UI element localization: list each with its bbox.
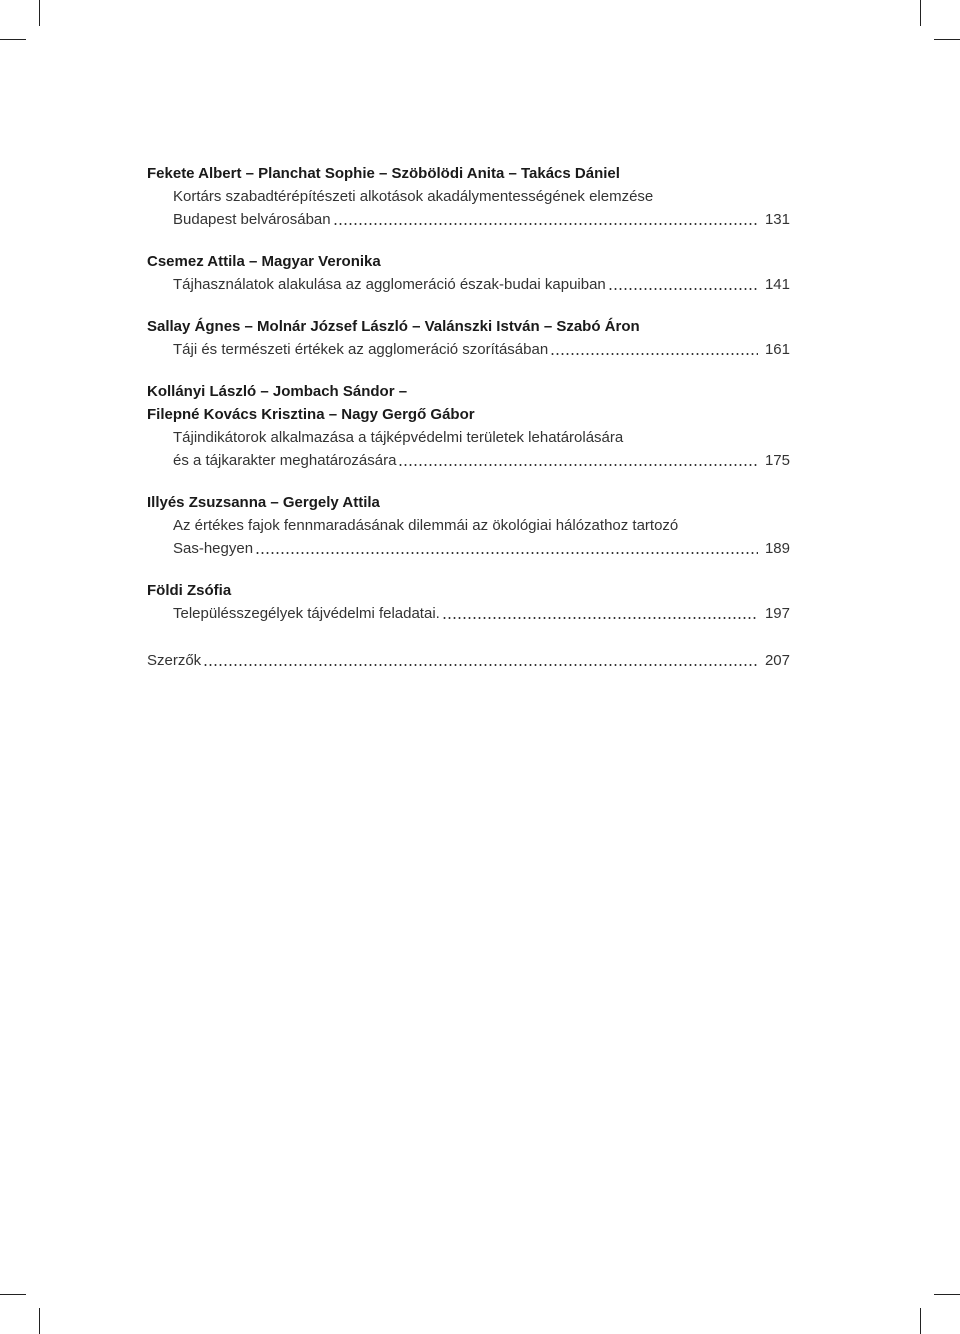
toc-entry-page-number: 141 bbox=[764, 276, 790, 293]
toc-entry[interactable] bbox=[147, 250, 790, 296]
dot-leader bbox=[550, 352, 758, 356]
toc-entry-page-number: 175 bbox=[764, 452, 790, 469]
dot-leader bbox=[203, 663, 758, 667]
dot-leader bbox=[333, 222, 758, 226]
crop-mark bbox=[0, 1294, 26, 1295]
toc-entry-title-last-line bbox=[147, 537, 790, 560]
toc-entry-authors: Csemez Attila – Magyar Veronika bbox=[147, 253, 381, 270]
toc-entry-authors: Sallay Ágnes – Molnár József László – Valánszki István – Szabó Áron bbox=[147, 318, 640, 335]
toc-entry-title-last-line bbox=[147, 449, 790, 472]
toc-entry-title: Az értékes fajok fennmaradásának dilemmái az ökológiai hálózathoz tartozó bbox=[173, 517, 679, 534]
toc-entry-page-number: 189 bbox=[764, 540, 790, 557]
toc-entry-title-last-line bbox=[147, 649, 790, 672]
toc-entry-title: Táji és természeti értékek az agglomeráció szorításában bbox=[173, 341, 549, 358]
toc-entry-authors: Fekete Albert – Planchat Sophie – Szöbölödi Anita – Takács Dániel bbox=[147, 165, 620, 182]
toc-entry-title-last-line bbox=[147, 602, 790, 625]
toc-entry[interactable] bbox=[147, 162, 790, 231]
toc-entry-title: Budapest belvárosában bbox=[173, 211, 331, 228]
dot-leader bbox=[398, 463, 758, 467]
toc-entry-page-number: 161 bbox=[764, 341, 790, 358]
crop-mark bbox=[0, 39, 26, 40]
toc-entry-page-number: 197 bbox=[764, 605, 790, 622]
crop-mark bbox=[39, 0, 40, 26]
table-of-contents bbox=[147, 162, 790, 691]
crop-mark bbox=[920, 0, 921, 26]
toc-entry[interactable] bbox=[147, 491, 790, 560]
crop-mark bbox=[39, 1308, 40, 1334]
crop-mark bbox=[920, 1308, 921, 1334]
toc-entry-page-number: 207 bbox=[764, 652, 790, 669]
dot-leader bbox=[608, 287, 758, 291]
crop-mark bbox=[934, 1294, 960, 1295]
toc-entry-authors: Illyés Zsuzsanna – Gergely Attila bbox=[147, 494, 380, 511]
toc-entry-title: Tájhasználatok alakulása az agglomeráció észak-budai kapuiban bbox=[173, 276, 606, 293]
toc-entry-page-number: 131 bbox=[764, 211, 790, 228]
toc-entry-title-last-line bbox=[147, 208, 790, 231]
toc-entry-title: Kortárs szabadtérépítészeti alkotások akadálymentességének elemzése bbox=[173, 188, 654, 205]
toc-entry-title: Településszegélyek tájvédelmi feladatai. bbox=[173, 605, 440, 622]
dot-leader bbox=[255, 551, 758, 555]
toc-entry-title: Szerzők bbox=[147, 652, 202, 669]
toc-entry-title: Sas-hegyen bbox=[173, 540, 254, 557]
toc-entry[interactable] bbox=[147, 315, 790, 361]
toc-entry-authors: Filepné Kovács Krisztina – Nagy Gergő Gábor bbox=[147, 406, 475, 423]
toc-entry-authors: Földi Zsófia bbox=[147, 582, 232, 599]
dot-leader bbox=[442, 616, 758, 620]
crop-mark bbox=[934, 39, 960, 40]
toc-entry-title-last-line bbox=[147, 338, 790, 361]
toc-entry-authors-index[interactable] bbox=[147, 649, 790, 672]
toc-entry-title: és a tájkarakter meghatározására bbox=[173, 452, 397, 469]
toc-entry[interactable] bbox=[147, 579, 790, 625]
toc-entry-authors: Kollányi László – Jombach Sándor – bbox=[147, 383, 408, 400]
toc-entry-title: Tájindikátorok alkalmazása a tájképvédelmi területek lehatárolására bbox=[173, 429, 624, 446]
toc-entry[interactable] bbox=[147, 380, 790, 472]
toc-entry-title-last-line bbox=[147, 273, 790, 296]
